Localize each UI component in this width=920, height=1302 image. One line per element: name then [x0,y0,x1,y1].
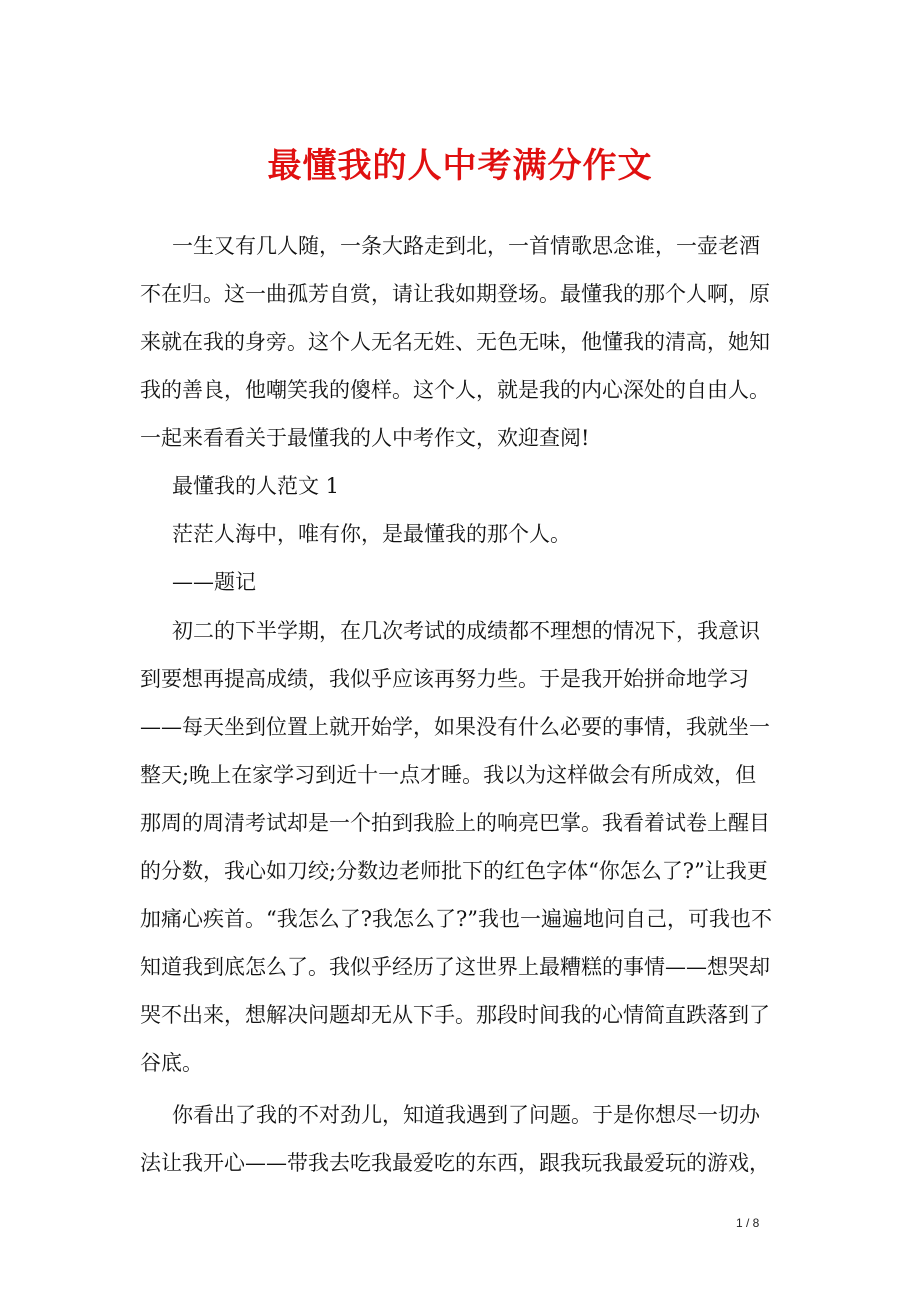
body-line-1: 一生又有几人随，一条大路走到北，一首情歌思念谁，一壶老酒 [172,234,760,258]
page-number: 1 / 8 [736,1216,760,1230]
body-line-9: 初二的下半学期，在几次考试的成绩都不理想的情况下，我意识 [172,619,760,643]
body-line-2: 不在归。这一曲孤芳自赏，请让我如期登场。最懂我的那个人啊，原 [140,282,770,306]
body-line-11: ——每天坐到位置上就开始学，如果没有什么必要的事情，我就坐一 [140,715,770,739]
body-line-14: 的分数，我心如刀绞;分数边老师批下的红色字体“你怎么了?”让我更 [140,859,768,883]
document-title: 最懂我的人中考满分作文 [267,146,653,186]
body-line-20: 法让我开心——带我去吃我最爱吃的东西，跟我玩我最爱玩的游戏， [140,1151,770,1175]
body-line-3: 来就在我的身旁。这个人无名无姓、无色无味，他懂我的清高，她知 [140,330,770,354]
body-line-4: 我的善良，他嘲笑我的傻样。这个人，就是我的内心深处的自由人。 [140,378,770,402]
body-line-5: 一起来看看关于最懂我的人中考作文，欢迎查阅! [140,426,590,450]
body-line-18: 谷底。 [140,1051,203,1075]
section-heading: 最懂我的人范文 1 [172,474,340,498]
body-line-10: 到要想再提高成绩，我似乎应该再努力些。于是我开始拼命地学习 [140,667,749,691]
body-line-19: 你看出了我的不对劲儿，知道我遇到了问题。于是你想尽一切办 [172,1103,760,1127]
epigraph-attribution: ——题记 [172,570,256,594]
body-line-16: 知道我到底怎么了。我似乎经历了这世界上最糟糕的事情——想哭却 [140,955,770,979]
body-line-13: 那周的周清考试却是一个拍到我脸上的响亮巴掌。我看着试卷上醒目 [140,811,770,835]
body-line-12: 整天;晚上在家学习到近十一点才睡。我以为这样做会有所成效，但 [140,763,757,787]
body-line-15: 加痛心疾首。“我怎么了?我怎么了?”我也一遍遍地问自己，可我也不 [140,907,772,931]
epigraph-line: 茫茫人海中，唯有你，是最懂我的那个人。 [172,522,571,546]
body-line-17: 哭不出来，想解决问题却无从下手。那段时间我的心情简直跌落到了 [140,1003,770,1027]
